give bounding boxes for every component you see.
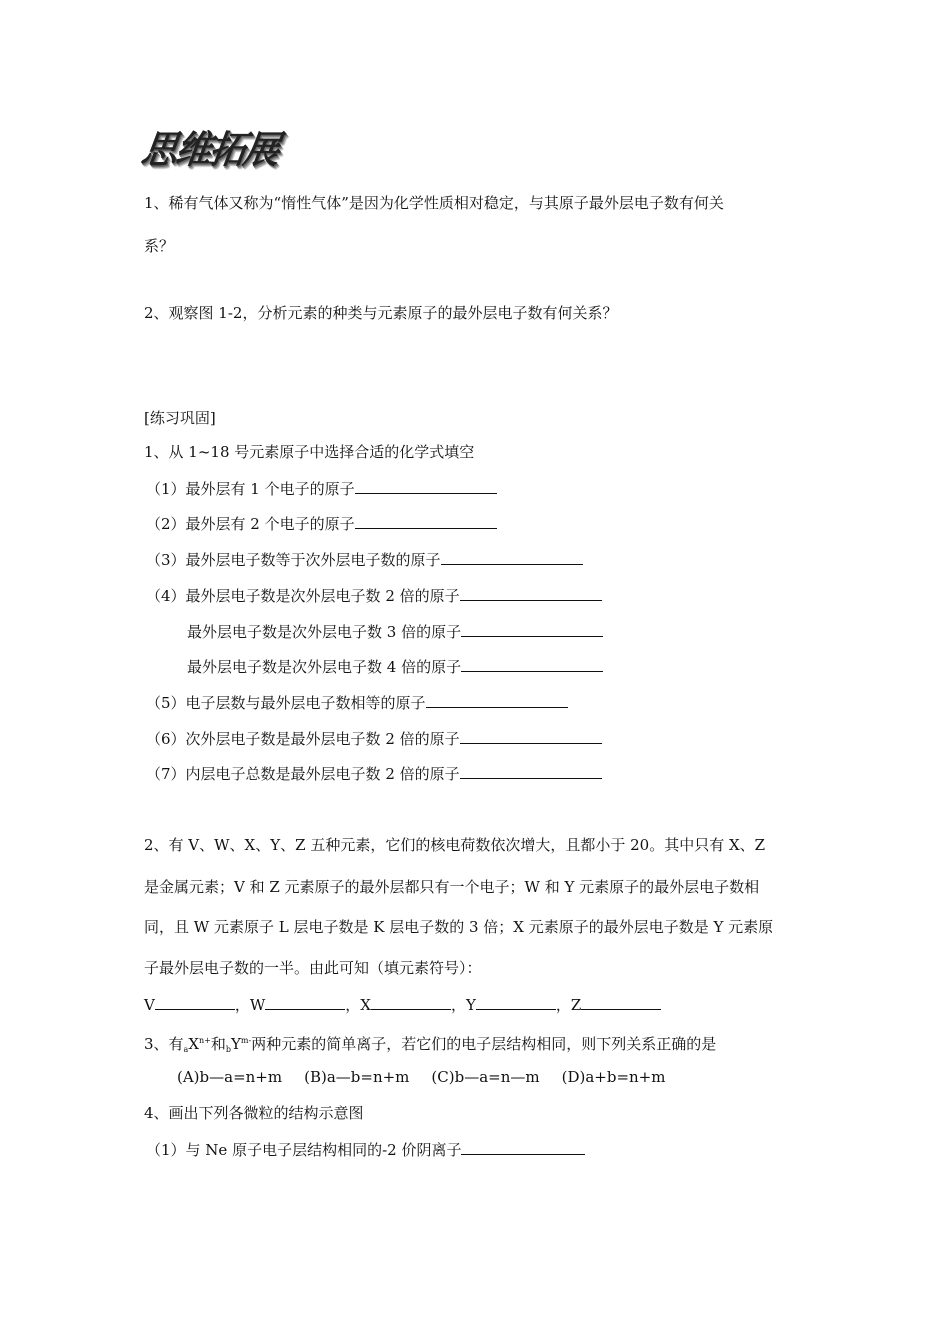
practice-q2-line-3: 同，且 W 元素原子 L 层电子数是 K 层电子数的 3 倍；X 元素原子的最外层电子数是 Y 元素原 [144, 918, 774, 936]
practice-q1-item [146, 514, 497, 534]
item-text: （2）最外层有 2 个电子的原子 [146, 515, 355, 533]
q3-b-subscript: b [225, 1045, 232, 1054]
section-heading: 思维拓展 [138, 129, 281, 173]
answer-blank[interactable] [460, 764, 602, 779]
answer-blank[interactable] [461, 657, 603, 672]
answer-blank-x[interactable] [371, 995, 451, 1010]
answer-blank-w[interactable] [265, 995, 345, 1010]
practice-q3-options [177, 1067, 687, 1087]
practice-q1-intro: 1、从 1~18 号元素原子中选择合适的化学式填空 [144, 443, 475, 461]
item-text: 最外层电子数是次外层电子数 3 倍的原子 [187, 623, 462, 641]
practice-q1-item [146, 586, 602, 606]
q3-suffix: 两种元素的简单离子，若它们的电子层结构相同，则下列关系正确的是 [251, 1035, 717, 1053]
item-text: （5）电子层数与最外层电子数相等的原子 [146, 694, 426, 712]
practice-q1-item [187, 622, 603, 642]
answer-blank[interactable] [461, 622, 603, 637]
item-text: 最外层电子数是次外层电子数 4 倍的原子 [187, 658, 462, 676]
answer-blank-z[interactable] [581, 995, 661, 1010]
answer-label-y: Y [466, 996, 476, 1014]
practice-q1-item [146, 550, 583, 570]
item-text: （4）最外层电子数是次外层电子数 2 倍的原子 [146, 587, 460, 605]
answer-blank[interactable] [441, 550, 583, 565]
option-a[interactable]: (A)b—a=n+m [177, 1068, 283, 1086]
practice-q2-line-2: 是金属元素；V 和 Z 元素原子的最外层都只有一个电子；W 和 Y 元素原子的最外层电子数相 [144, 878, 760, 896]
q3-prefix: 3、有 [144, 1035, 184, 1053]
q3-y-charge: m- [240, 1036, 252, 1045]
answer-label-z: Z [570, 996, 582, 1014]
answer-blank[interactable] [460, 729, 602, 744]
practice-q1-item [146, 693, 568, 713]
practice-q3 [144, 1031, 716, 1060]
item-text: （1）最外层有 1 个电子的原子 [146, 480, 355, 498]
separator: ， [555, 996, 571, 1014]
q3-x-charge: n+ [199, 1036, 211, 1045]
item-text: （3）最外层电子数等于次外层电子数的原子 [146, 551, 441, 569]
item-text: （7）内层电子总数是最外层电子数 2 倍的原子 [146, 765, 460, 783]
separator: ， [450, 996, 466, 1014]
answer-blank-y[interactable] [476, 995, 556, 1010]
option-d[interactable]: (D)a+b=n+m [561, 1068, 666, 1086]
answer-blank[interactable] [355, 479, 497, 494]
practice-q2-answers [144, 995, 661, 1015]
practice-title: [练习巩固] [144, 409, 216, 427]
think-question-1-line-1: 1、稀有气体又称为“惰性气体”是因为化学性质相对稳定，与其原子最外层电子数有何关 [144, 194, 724, 212]
practice-q4-item [146, 1140, 585, 1160]
practice-q1-item [187, 657, 603, 677]
answer-blank[interactable] [426, 693, 568, 708]
answer-label-v: V [144, 996, 155, 1014]
practice-q1-item [146, 479, 497, 499]
item-text: （6）次外层电子数是最外层电子数 2 倍的原子 [146, 730, 460, 748]
practice-q1-item [146, 764, 602, 784]
answer-label-x: X [360, 996, 371, 1014]
practice-q1-item [146, 729, 602, 749]
think-question-1-line-2: 系？ [144, 237, 175, 255]
answer-blank[interactable] [460, 586, 602, 601]
answer-blank[interactable] [355, 514, 497, 529]
item-text: （1）与 Ne 原子电子层结构相同的-2 价阴离子 [146, 1141, 462, 1159]
think-question-2: 2、观察图 1-2，分析元素的种类与元素原子的最外层电子数有何关系？ [144, 304, 618, 322]
answer-blank-v[interactable] [155, 995, 235, 1010]
q3-and: 和 [210, 1035, 226, 1053]
answer-label-w: W [249, 996, 266, 1014]
practice-q2-line-1: 2、有 V、W、X、Y、Z 五种元素，它们的核电荷数依次增大，且都小于 20。其中只有 X、Z [144, 836, 766, 854]
practice-q4-intro: 4、画出下列各微粒的结构示意图 [144, 1104, 364, 1122]
q3-y-symbol: Y [231, 1035, 241, 1053]
practice-q2-line-4: 子最外层电子数的一半。由此可知（填元素符号）： [144, 959, 482, 977]
q3-x-symbol: X [188, 1035, 200, 1053]
option-c[interactable]: (C)b—a=n—m [431, 1068, 540, 1086]
answer-blank[interactable] [461, 1140, 585, 1155]
q3-a-subscript: a [183, 1045, 189, 1054]
separator: ， [345, 996, 361, 1014]
separator: ， [234, 996, 250, 1014]
option-b[interactable]: (B)a—b=n+m [304, 1068, 410, 1086]
